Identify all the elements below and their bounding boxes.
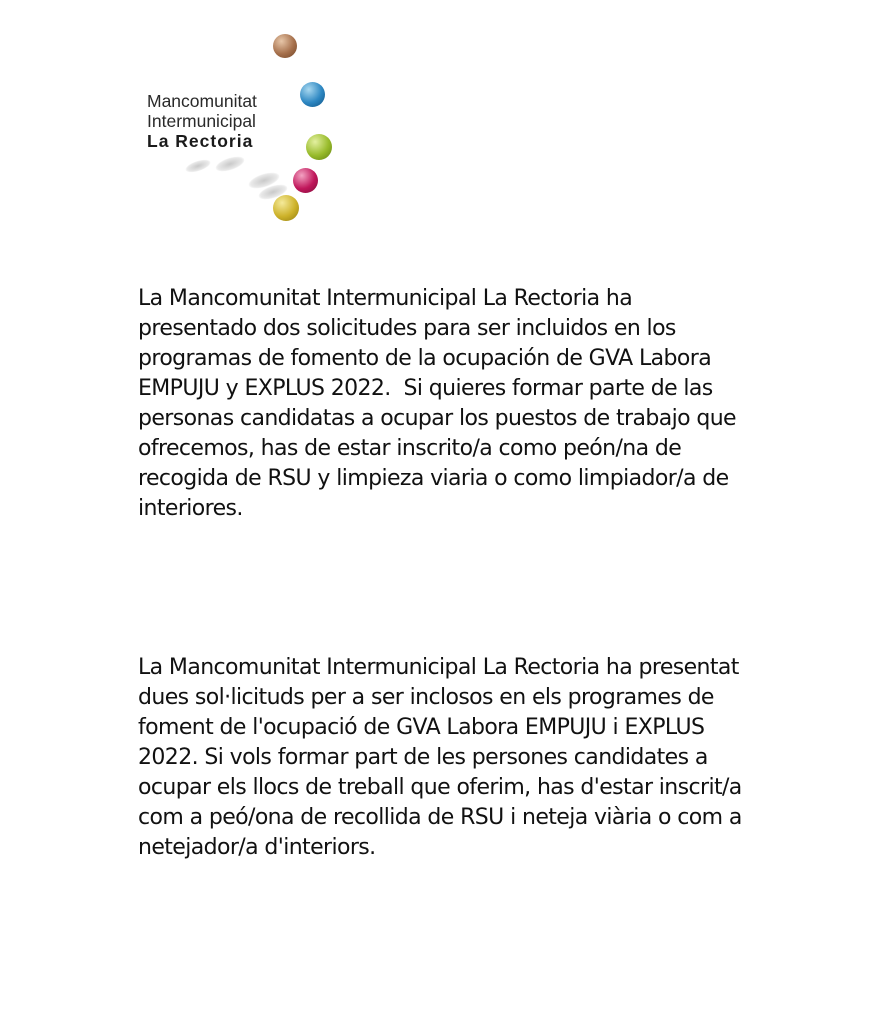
magenta-sphere-icon — [293, 168, 318, 193]
spanish-line: interiores. — [138, 496, 243, 521]
logo-shadow — [184, 157, 212, 175]
valencian-line: La Mancomunitat Intermunicipal La Rectoria ha presentat — [138, 655, 739, 680]
logo-line-mancomunitat: Mancomunitat — [147, 91, 257, 111]
valencian-paragraph — [138, 653, 838, 863]
logo-line-intermunicipal: Intermunicipal — [147, 111, 256, 131]
spanish-line: La Mancomunitat Intermunicipal La Rectoria ha — [138, 286, 633, 311]
valencian-line: 2022. Si vols formar part de les persones candidates a — [138, 745, 708, 770]
logo-line-la-rectoria: La Rectoria — [147, 131, 254, 151]
valencian-line: dues sol·licituds per a ser inclosos en els programes de — [138, 685, 714, 710]
spanish-line: EMPUJU y EXPLUS 2022. Si quieres formar parte de las — [138, 376, 713, 401]
spanish-paragraph — [138, 284, 838, 524]
valencian-line: netejador/a d'interiors. — [138, 835, 376, 860]
logo-text — [147, 91, 257, 151]
valencian-line: com a peó/ona de recollida de RSU i neteja viària o com a — [138, 805, 742, 830]
green-sphere-icon — [306, 134, 332, 160]
yellow-sphere-icon — [273, 195, 299, 221]
spanish-line: personas candidatas a ocupar los puestos de trabajo que — [138, 406, 736, 431]
spanish-line: programas de fomento de la ocupación de GVA Labora — [138, 346, 712, 371]
spanish-line: ofrecemos, has de estar inscrito/a como peón/na de — [138, 436, 682, 461]
blue-sphere-icon — [300, 82, 325, 107]
spanish-line: recogida de RSU y limpieza viaria o como limpiador/a de — [138, 466, 729, 491]
valencian-line: ocupar els llocs de treball que oferim, has d'estar inscrit/a — [138, 775, 742, 800]
brown-sphere-icon — [273, 34, 297, 58]
valencian-line: foment de l'ocupació de GVA Labora EMPUJU i EXPLUS — [138, 715, 705, 740]
logo-shadow — [214, 154, 246, 175]
mancomunitat-logo — [140, 28, 340, 228]
spanish-line: presentado dos solicitudes para ser incluidos en los — [138, 316, 676, 341]
